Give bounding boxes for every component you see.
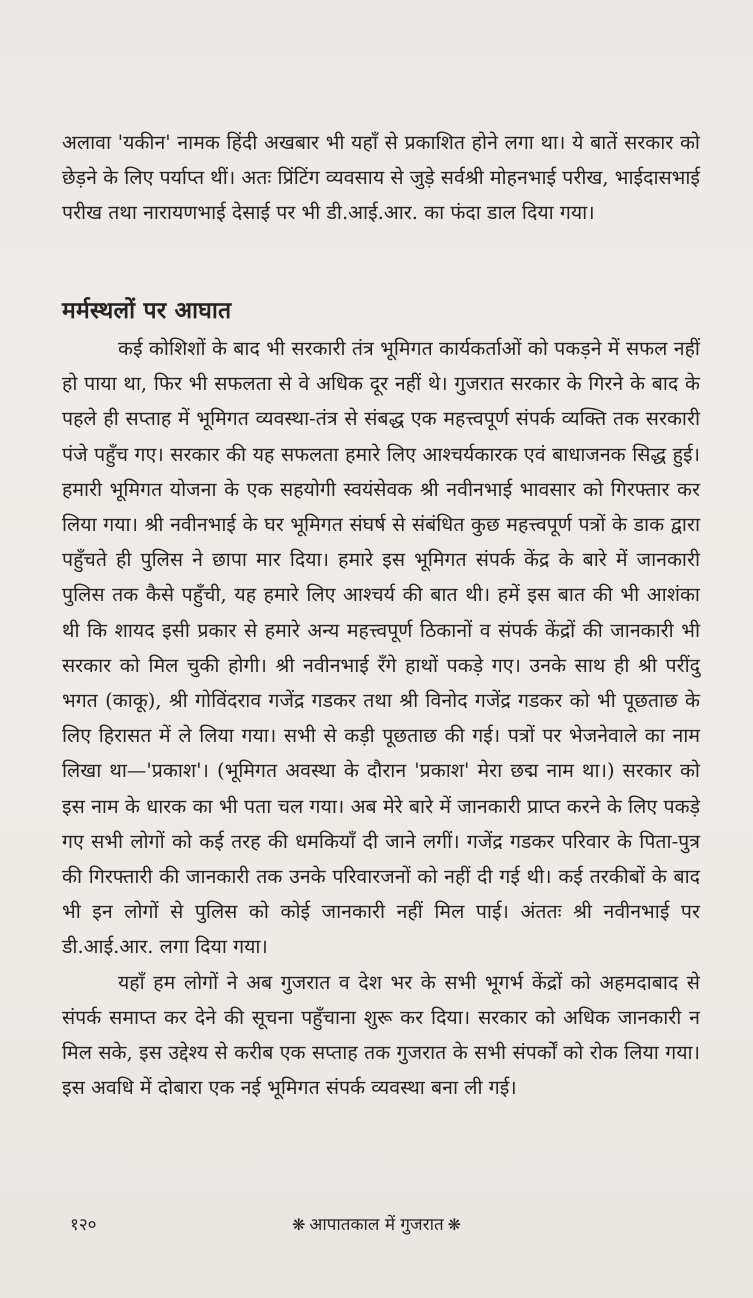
star-ornament-left: ❋ bbox=[291, 1215, 306, 1234]
body-paragraph-2: यहाँ हम लोगों ने अब गुजरात व देश भर के सभी भूगर्भ केंद्रों को अहमदाबाद से संपर्क समाप्त कर देने की सूचना पहुँचाना शुरू कर दिया। सरकार को अधिक जानकारी न मिल सके, इस उद्देश्य से करीब एक सप्ताह तक गुजरात के सभी संपर्कों को रोक लिया गया। इस अवधि में दोबारा एक नई भूमिगत संपर्क व्यवस्था बना ली गई। bbox=[62, 970, 700, 1100]
intro-text-block bbox=[62, 125, 700, 231]
section-heading: मर्मस्थलों पर आघात bbox=[62, 297, 232, 324]
intro-paragraph: अलावा 'यकीन' नामक हिंदी अखबार भी यहाँ से प्रकाशित होने लगा था। ये बातें सरकार को छेड़ने के लिए पर्याप्त थीं। अतः प्रिंटिंग व्यवसाय से जुड़े सर्वश्री मोहनभाई परीख, भाईदासभाई परीख तथा नारायणभाई देसाई पर भी डी.आई.आर. का फंदा डाल दिया गया। bbox=[62, 131, 701, 225]
star-ornament-right: ❋ bbox=[447, 1215, 462, 1234]
page-number: १२० bbox=[70, 1215, 97, 1235]
body-text-block bbox=[62, 331, 700, 1105]
book-title: आपातकाल में गुजरात bbox=[309, 1215, 444, 1235]
body-paragraph-1: कई कोशिशों के बाद भी सरकारी तंत्र भूमिगत कार्यकर्ताओं को पकड़ने में सफल नहीं हो पाया था, फिर भी सफलता से वे अधिक दूर नहीं थे। गुजरात सरकार के गिरने के बाद के पहले ही सप्ताह में भूमिगत व्यवस्था-तंत्र से संबद्ध एक महत्त्वपूर्ण संपर्क व्यक्ति तक सरकारी पंजे पहुँच गए। सरकार की यह सफलता हमारे लिए आश्चर्यकारक एवं बाधाजनक सिद्ध हुई। हमारी भूमिगत योजना के एक सहयोगी स्वयंसेवक श्री नवीनभाई भावसार को गिरफ्तार कर लिया गया। श्री नवीनभाई के घर भूमिगत संघर्ष से संबंधित कुछ महत्त्वपूर्ण पत्रों के डाक द्वारा पहुँचते ही पुलिस ने छापा मार दिया। हमारे इस भूमिगत संपर्क केंद्र के बारे में जानकारी पुलिस तक कैसे पहुँची, यह हमारे लिए आश्चर्य की बात थी। हमें इस बात की भी आशंका थी कि शायद इसी प्रकार से हमारे अन्य महत्त्वपूर्ण ठिकानों व संपर्क केंद्रों की जानकारी भी सरकार को मिल चुकी होगी। श्री नवीनभाई रँगे हाथों पकड़े गए। उनके साथ ही श्री परींदु भगत (काकू), श्री गोविंदराव गजेंद्र गडकर तथा श्री विनोद गजेंद्र गडकर को भी पूछताछ के लिए हिरासत में ले लिया गया। सभी से कड़ी पूछताछ की गई। पत्रों पर भेजनेवाले का नाम लिखा था—'प्रकाश'। (भूमिगत अवस्था के दौरान 'प्रकाश' मेरा छद्म नाम था।) सरकार को इस नाम के धारक का भी पता चल गया। अब मेरे बारे में जानकारी प्राप्त करने के लिए पकड़े गए सभी लोगों को कई तरह की धमकियाँ दी जाने लगीं। गजेंद्र गडकर परिवार के पिता-पुत्र की गिरफ्तारी की जानकारी तक उनके परिवारजनों को नहीं दी गई थी। कई तरकीबों के बाद भी इन लोगों से पुलिस को कोई जानकारी नहीं मिल पाई। अंततः श्री नवीनभाई पर डी.आई.आर. लगा दिया गया। bbox=[62, 337, 700, 959]
running-footer bbox=[0, 1213, 753, 1237]
